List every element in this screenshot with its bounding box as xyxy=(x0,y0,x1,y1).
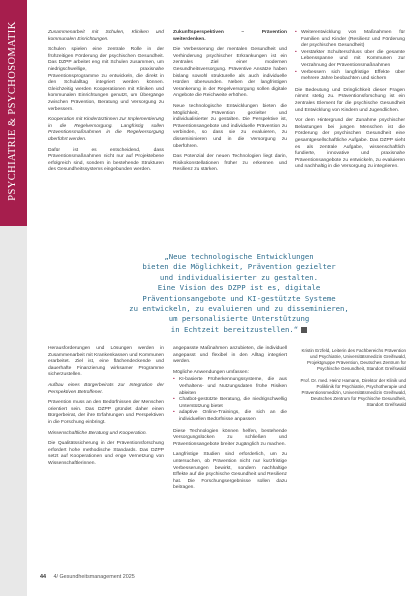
paragraph: Mögliche Anwendungen umfassen: xyxy=(173,369,249,375)
list-item: • adaptive Online-Trainings, die sich an die individuellen Bedürfnisse anpassen xyxy=(179,410,287,423)
pull-quote xyxy=(98,252,380,335)
paragraph: Die Bedeutung und Dringlichkeit dieser Fragen nimmt stetig zu. Präventionsforschung ist ein zentrales Element für die psychische Gesundheit und Entwicklung von Kindern und Jugendlichen. xyxy=(295,87,405,113)
quote-line: Eine Vision des DZPP ist es, digitale xyxy=(157,283,321,293)
end-mark-icon xyxy=(301,327,307,333)
paragraph: Langfristige Studien sind erforderlich, um zu untersuchen, ob Prävention nicht nur kurzfristige Verbesserungen bewirkt, sondern nachhaltige Effekte auf die psychische Gesundheit und Resilienz hat. Die Forschungsergebnisse sollen dazu beitragen. xyxy=(173,452,287,491)
page-footer xyxy=(40,574,135,580)
paragraph: Vor dem Hintergrund der Zunahme psychischer Belastungen bei jungen Menschen ist die Förderung der psychischen Gesundheit eine gesamtgesellschaftliche Aufgabe. Das DZPP sieht es als zentrale Aufgabe, wissenschaftlich fundierte, innovative und praxisnahe Präventionsangebote zu entwickeln, zu evaluieren und nachhaltig in die Versorgung zu integrieren. xyxy=(295,118,405,170)
quote-line: Präventionsangebote und KI-gestützte Systeme xyxy=(142,293,336,303)
paragraph: Kooperation mit Kinderärztinnen zur Implementierung in die Regelversorgung. Langfristig sollen Präventionsmaßnahmen in die Regelversorgung überführt werden. xyxy=(48,117,164,142)
paragraph: Dafür ist es entscheidend, dass Präventionsmaßnahmen nicht nur auf Projektebene erfolgreich sind, sondern in bestehende Strukturen des Gesundheitssystems eingebunden werden. xyxy=(48,147,164,173)
paragraph: Aufbau eines Bürgerbeirats zur Integration der Perspektiven Betroffener. xyxy=(48,382,164,395)
column-2 xyxy=(173,30,287,178)
paragraph: Schulen spielen eine zentrale Rolle in der frühzeitigen Förderung der psychischen Gesundheit. Das DZPP arbeitet eng mit Schulen zusammen, um niedrigschwellige, praxisnahe Präventionsprogramme zu entwickeln, die direkt in den Schulalltag integriert werden können. Gleichzeitig werden Kooperationen mit Kliniken und kommunalen Einrichtungen genutzt, um Übergänge zwischen Prävention, Beratung und Versorgung zu verbessern. xyxy=(48,47,164,112)
column-2-bottom xyxy=(173,346,287,496)
section-sidebar xyxy=(0,0,27,596)
paragraph: Die Verbesserung der mentalen Gesundheit und Verhinderung psychischer Erkrankungen ist ein zentrales Ziel einer modernen Gesundheitsversorgung. Präventive Ansätze haben bislang sowohl strukturelle als auch individuelle Hürden überwunden. Neben der langfristigen Verankerung in der Regelversorgung sollen digitale Angebote die Reichweite erhöhen. xyxy=(173,47,287,99)
subheading: Zukunftsperspektiven – Prävention weiterdenken. xyxy=(173,30,287,42)
list-item: • Verbessern sich langfristige Effekte über mehrere Jahre beobachten und sichern xyxy=(301,70,405,83)
author-affiliations xyxy=(298,348,406,414)
paragraph: Die Qualitätssicherung in der Präventionsforschung erfordert hohe methodische Standards. Das DZPP setzt auf Kooperationen und enge Vernetzung von Wissenschaftlerinnen. xyxy=(48,441,164,466)
quote-line: und individualisierter zu gestalten. xyxy=(159,272,319,282)
quote-line: in Echtzeit bereitzustellen.“ xyxy=(170,324,299,334)
list-item: • Weiterentwicklung von Maßnahmen für Familien und Kinder (Resilienz und Förderung der psychischen Gesundheit) xyxy=(301,30,405,50)
list-item: • Chatbot-gestützte Beratung, die niedrigschwellig Unterstützung bietet xyxy=(179,397,287,410)
column-1-bottom xyxy=(48,346,164,472)
column-3 xyxy=(295,30,405,175)
paragraph: Zusammenarbeit mit Schulen, Kliniken und kommunalen Einrichtungen. xyxy=(48,30,164,42)
list-item: • KI-basierte Früherkennungssysteme, die aus Verhaltens- und Nutzungsdaten frühe Risiken ableiten xyxy=(179,377,287,397)
paragraph: Das Potenzial der neuen Technologien liegt darin, Risikokonstellationen früher zu erkennen und Resilienz zu stärken. xyxy=(173,154,287,173)
paragraph: angepasste Maßnahmen anzubieten, die individuell angepasst und flexibel in den Alltag integriert werden. xyxy=(173,346,287,365)
section-label: PSYCHIATRIE & PSYCHOSOMATIK xyxy=(7,21,18,201)
paragraph: Neue technologische Entwicklungen bieten die Möglichkeit, Prävention gezielter und individualisierter zu gestalten. Die Perspektive ist, Präventionsangebote und individuelle Prävention zu verbinden, so dass sie zu evaluieren, zu dissemininieren und in die Versorgung zu überführen. xyxy=(173,103,287,149)
journal-name: 4/ Gesundheitsmanagement 2025 xyxy=(53,574,135,580)
paragraph: Diese Technologien können helfen, bestehende Versorgungslücken zu schließen und Präventionsangebote breiter zugänglich zu machen. xyxy=(173,428,287,447)
author-affiliation: Prof. Dr. med. Heinz Hamann, Direktor der Klinik und Poliklinik für Psychiatrie, Psychotherapie und Präventionsmedizin, Universitätsmedizin Greifswald, Deutsches Zentrum für Psychische Gesundheit, Standort Greifswald xyxy=(300,378,406,407)
list-item: • Verstärkter Schulterschluss über die gesamte Lebensspanne und mit Kommunen zur Verzahnung der Präventionsmaßnahmen xyxy=(301,50,405,70)
paragraph: Herausforderungen und Lösungen werden in Zusammenarbeit mit Krankenkassen und Kommunen erarbeitet. Ziel ist, eine flächendeckende und dauerhafte Finanzierung wirksamer Programme sicherzustellen. xyxy=(48,346,164,378)
quote-line: zu entwickeln, zu evaluieren und zu disseminieren, xyxy=(129,304,349,314)
quote-line: „Neue technologische Entwicklungen xyxy=(164,252,314,261)
paragraph: Wissenschaftliche Beratung und Kooperation. xyxy=(48,430,147,436)
paragraph: Prävention muss an den Bedürfnissen der Menschen orientiert sein. Das DZPP gründet daher einen Bürgerbeirat, der ihre Erfahrungen und Perspektiven in die Forschung einbringt. xyxy=(48,400,164,425)
quote-line: bieten die Möglichkeit, Prävention gezielter xyxy=(142,262,336,272)
column-1 xyxy=(48,30,164,178)
author-affiliation: Kristin Erzfeld, Leiterin des Fachbereichs Prävention und Psychiatrie, Universitätsmedizin Greifswald, Projektgruppe Prävention, Deutsches Zentrum für Psychische Gesundheit, Standort Greifswald xyxy=(301,348,406,371)
quote-line: um personalisierte Unterstützung xyxy=(168,314,310,324)
bullet-list xyxy=(295,30,405,83)
bullet-list xyxy=(173,377,287,423)
page-number: 44 xyxy=(40,574,46,580)
